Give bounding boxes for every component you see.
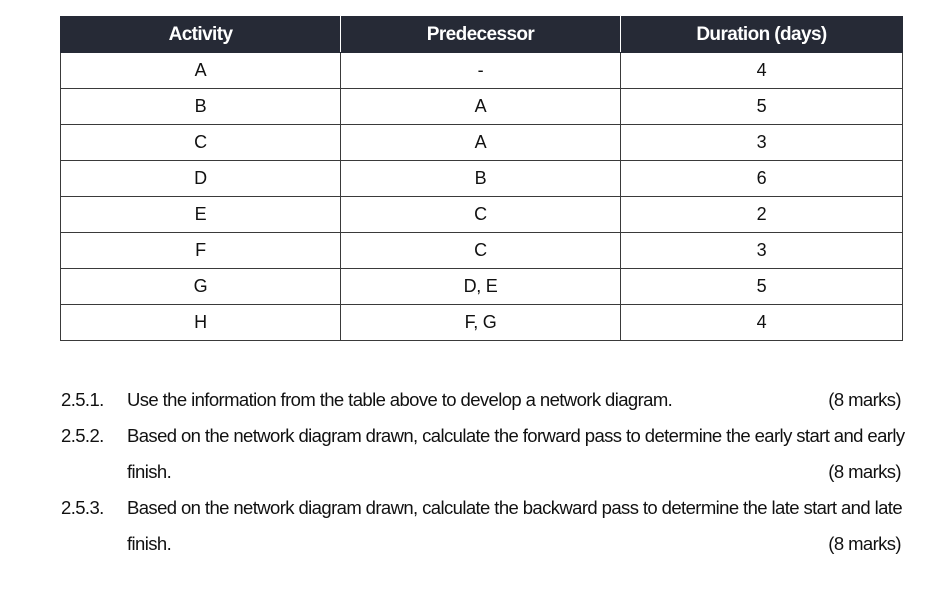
cell-predecessor: C: [341, 197, 621, 233]
table-row: [61, 197, 903, 233]
table-row: [61, 269, 903, 305]
cell-duration: 2: [621, 197, 903, 233]
cell-duration: 5: [621, 89, 903, 125]
cell-predecessor: A: [341, 89, 621, 125]
question-number: 2.5.3.: [61, 497, 104, 518]
cell-activity: H: [61, 305, 341, 341]
question-list: [61, 382, 905, 562]
question-marks: (8 marks): [828, 533, 901, 554]
question-continuation-row: [61, 526, 901, 562]
cell-predecessor: -: [341, 53, 621, 89]
question-marks: (8 marks): [828, 461, 901, 482]
cell-predecessor: D, E: [341, 269, 621, 305]
table-row: [61, 125, 903, 161]
cell-duration: 3: [621, 233, 903, 269]
activity-table: [60, 16, 903, 341]
question-item: [61, 490, 901, 526]
question-item: [61, 382, 901, 418]
cell-activity: D: [61, 161, 341, 197]
cell-duration: 4: [621, 305, 903, 341]
table-row: [61, 233, 903, 269]
question-number: 2.5.1.: [61, 389, 104, 410]
question-continuation: finish.: [127, 461, 172, 482]
question-text: Based on the network diagram drawn, calculate the forward pass to determine the early start and early: [127, 425, 905, 446]
question-marks: (8 marks): [828, 389, 901, 410]
question-text: Use the information from the table above to develop a network diagram.: [127, 389, 673, 410]
table-row: [61, 161, 903, 197]
table-header-row: [61, 17, 903, 53]
cell-activity: C: [61, 125, 341, 161]
cell-activity: F: [61, 233, 341, 269]
table-row: [61, 305, 903, 341]
cell-duration: 3: [621, 125, 903, 161]
header-duration: Duration (days): [621, 17, 903, 53]
question-continuation-row: [61, 454, 901, 490]
table-row: [61, 89, 903, 125]
cell-predecessor: B: [341, 161, 621, 197]
cell-duration: 4: [621, 53, 903, 89]
question-continuation: finish.: [127, 533, 172, 554]
header-predecessor: Predecessor: [341, 17, 621, 53]
question-number: 2.5.2.: [61, 425, 104, 446]
table-row: [61, 53, 903, 89]
cell-activity: E: [61, 197, 341, 233]
cell-activity: G: [61, 269, 341, 305]
question-item: [61, 418, 905, 454]
cell-duration: 6: [621, 161, 903, 197]
cell-duration: 5: [621, 269, 903, 305]
cell-predecessor: A: [341, 125, 621, 161]
header-activity: Activity: [61, 17, 341, 53]
cell-activity: B: [61, 89, 341, 125]
cell-activity: A: [61, 53, 341, 89]
cell-predecessor: F, G: [341, 305, 621, 341]
cell-predecessor: C: [341, 233, 621, 269]
question-text: Based on the network diagram drawn, calculate the backward pass to determine the late start and late: [127, 497, 903, 518]
